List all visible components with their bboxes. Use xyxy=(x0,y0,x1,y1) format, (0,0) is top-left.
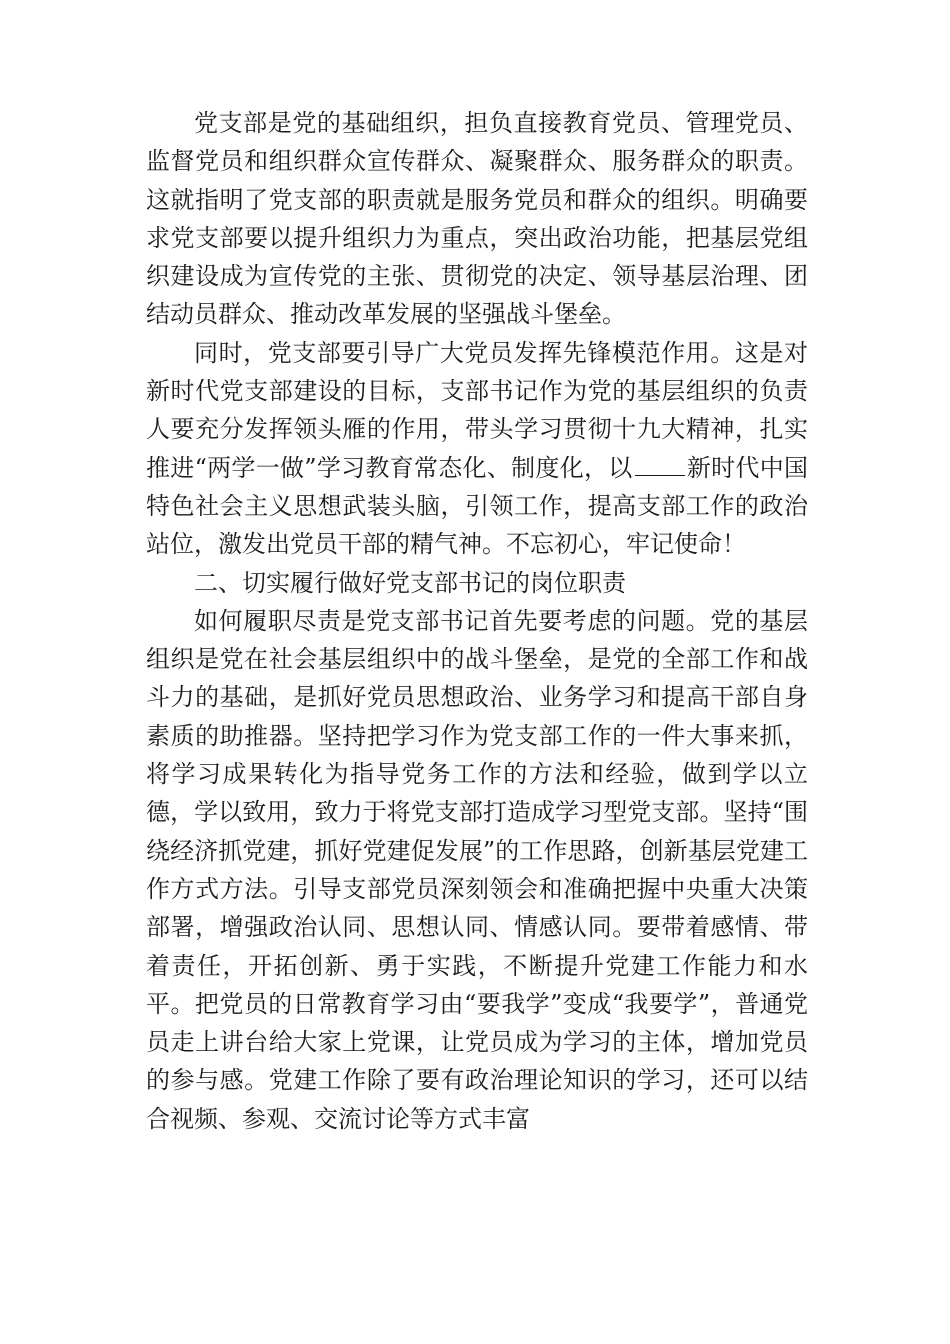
document-body xyxy=(146,104,808,1138)
paragraph-party-branch-duties: 党支部是党的基础组织，担负直接教育党员、管理党员、监督党员和组织群众宣传群众、凝聚群众、服务群众的职责。这就指明了党支部的职责就是服务党员和群众的组织。明确要求党支部要以提升组织力为重点，突出政治功能，把基层党组织建设成为宣传党的主张、贯彻党的决定、领导基层治理、团结动员群众、推动改革发展的坚强战斗堡垒。 xyxy=(146,109,808,329)
fill-in-blank-underline xyxy=(635,453,685,476)
paragraph-vanguard-role-part2: 新时代中国特色社会主义思想武装头脑，引领工作，提高支部工作的政治站位，激发出党员干部的精气神。不忘初心，牢记使命！ xyxy=(146,453,808,559)
section-heading: 二、切实履行做好党支部书记的岗位职责 xyxy=(194,568,626,597)
paragraph-fulfil-duties: 如何履职尽责是党支部书记首先要考虑的问题。党的基层组织是党在社会基层组织中的战斗堡垒，是党的全部工作和战斗力的基础，是抓好党员思想政治、业务学习和提高干部自身素质的助推器。坚持把学习作为党支部工作的一件大事来抓，将学习成果转化为指导党务工作的方法和经验，做到学以立德，学以致用，致力于将党支部打造成学习型党支部。坚持“围绕经济抓党建，抓好党建促发展”的工作思路，创新基层党建工作方式方法。引导支部党员深刻领会和准确把握中央重大决策部署，增强政治认同、思想认同、情感认同。要带着感情、带着责任，开拓创新、勇于实践，不断提升党建工作能力和水平。把党员的日常教育学习由“要我学”变成“我要学”，普通党员走上讲台给大家上党课，让党员成为学习的主体，增加党员的参与感。党建工作除了要有政治理论知识的学习，还可以结合视频、参观、交流讨论等方式丰富 xyxy=(146,606,808,1133)
paragraph-vanguard-role xyxy=(146,334,808,564)
paragraph-vanguard-role-part1: 同时，党支部要引导广大党员发挥先锋模范作用。这是对新时代党支部建设的目标，支部书记作为党的基层组织的负责人要充分发挥领头雁的作用，带头学习贯彻十九大精神，扎实推进“两学一做”学习教育常态化、制度化，以 xyxy=(146,338,808,482)
